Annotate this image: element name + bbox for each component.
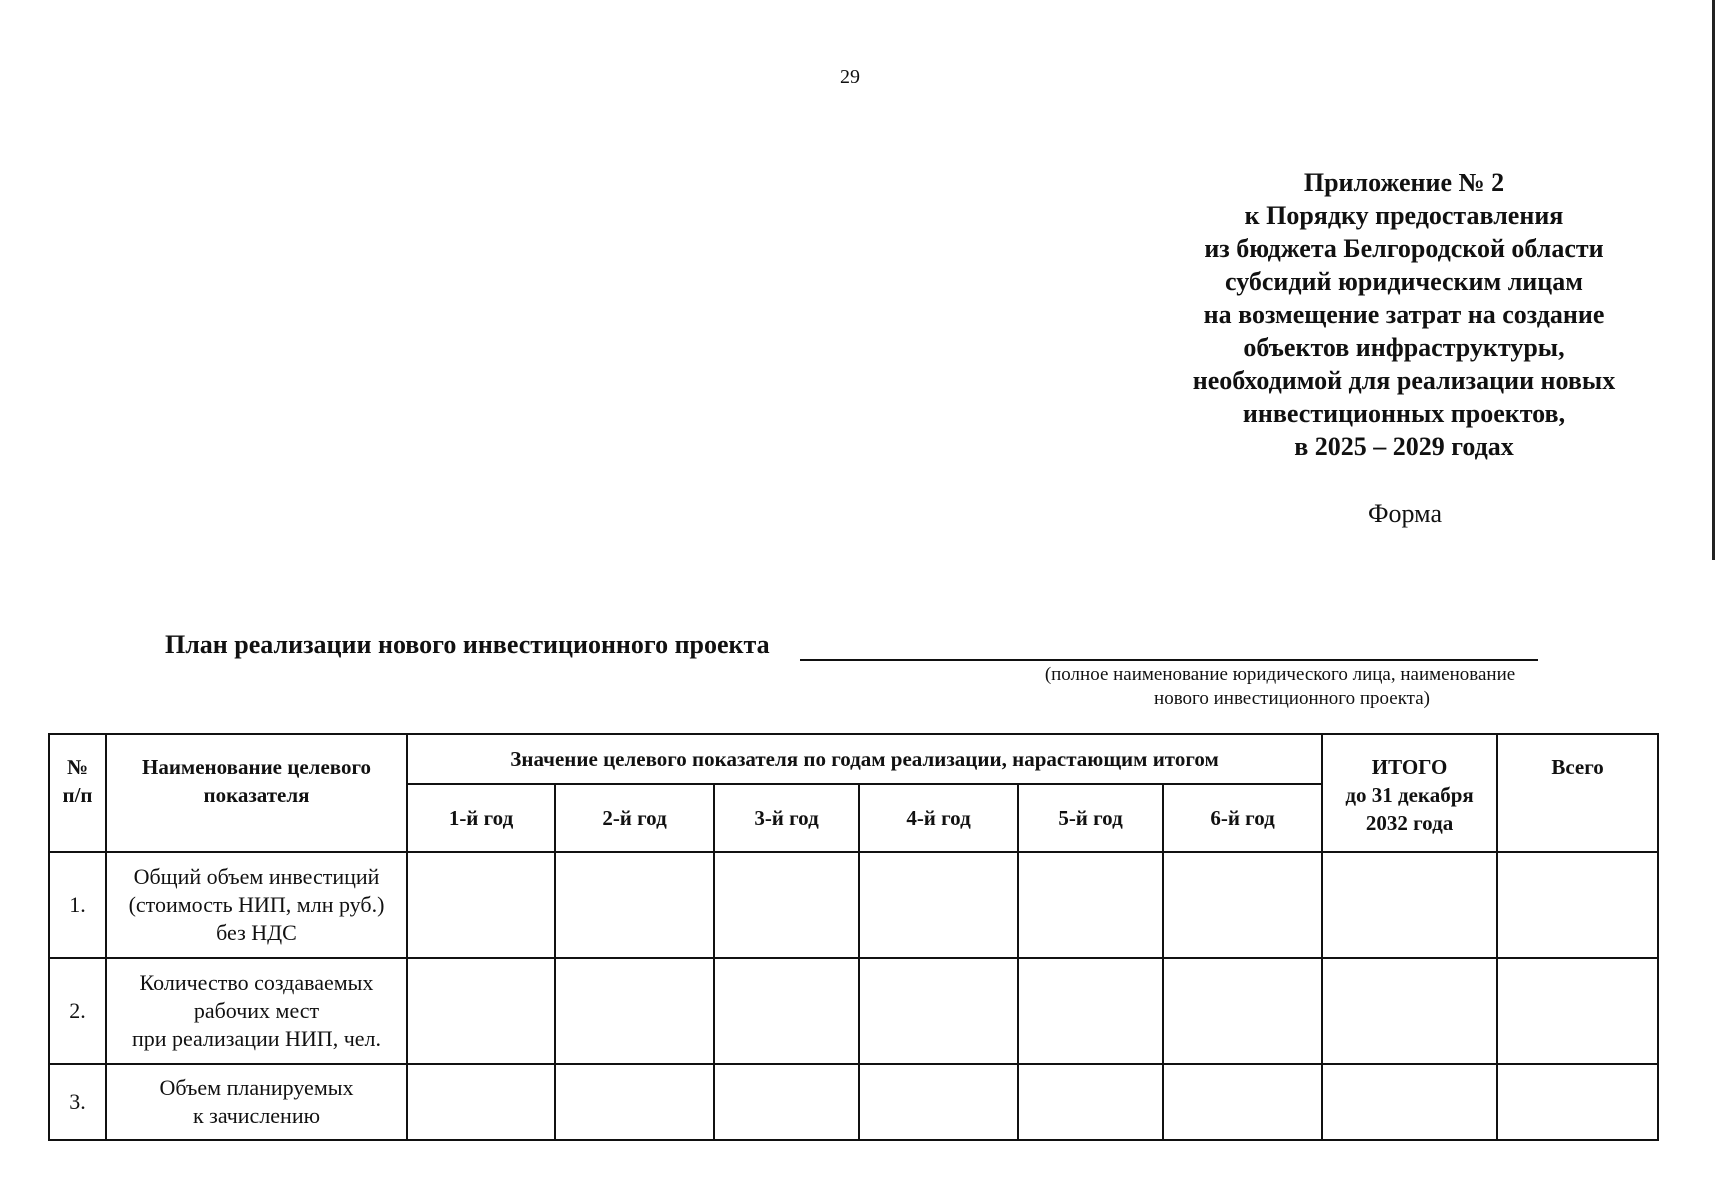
plan-caption-line: нового инвестиционного проекта) — [1154, 688, 1430, 709]
value-cell-year-4[interactable] — [859, 958, 1018, 1064]
row-indicator-line: Количество создаваемых — [139, 970, 374, 995]
row-indicator-name — [106, 1064, 407, 1140]
header-year-4: 4-й год — [859, 784, 1018, 852]
header-number-line: п/п — [62, 783, 93, 807]
form-label: Форма — [1368, 499, 1442, 528]
value-cell-year-2[interactable] — [555, 1064, 714, 1140]
value-cell-year-4[interactable] — [859, 852, 1018, 958]
page-number: 29 — [840, 66, 860, 88]
value-cell-year-3[interactable] — [714, 958, 859, 1064]
row-indicator-line: Объем планируемых — [159, 1075, 354, 1100]
header-indicator-name: Наименование целевого показателя — [106, 734, 407, 852]
header-total-line: 2032 года — [1365, 811, 1454, 835]
table-row — [49, 1064, 1658, 1140]
appendix-line: необходимой для реализации новых — [1192, 366, 1616, 395]
row-indicator-line: к зачислению — [192, 1103, 321, 1128]
appendix-line: инвестиционных проектов, — [1242, 399, 1566, 428]
appendix-line: к Порядку предоставления — [1244, 201, 1564, 230]
appendix-line: объектов инфраструктуры, — [1243, 333, 1565, 362]
value-cell-year-5[interactable] — [1018, 958, 1163, 1064]
row-indicator-line: без НДС — [216, 920, 297, 945]
appendix-line: субсидий юридическим лицам — [1225, 267, 1583, 296]
indicators-table — [48, 733, 1659, 1141]
appendix-header — [1148, 166, 1660, 463]
appendix-line: из бюджета Белгородской области — [1204, 234, 1604, 263]
appendix-line: в 2025 – 2029 годах — [1294, 432, 1514, 461]
header-all: Всего — [1497, 734, 1658, 852]
value-cell-year-1[interactable] — [407, 852, 555, 958]
header-year-1: 1-й год — [407, 784, 555, 852]
row-number: 2. — [49, 958, 106, 1064]
row-indicator-line: (стоимость НИП, млн руб.) — [128, 892, 385, 917]
row-indicator-line: при реализации НИП, чел. — [131, 1026, 382, 1051]
value-cell-year-6[interactable] — [1163, 1064, 1322, 1140]
value-cell-all[interactable] — [1497, 1064, 1658, 1140]
value-cell-all[interactable] — [1497, 958, 1658, 1064]
value-cell-year-1[interactable] — [407, 958, 555, 1064]
appendix-line: Приложение № 2 — [1303, 168, 1505, 197]
header-year-2: 2-й год — [555, 784, 714, 852]
value-cell-all[interactable] — [1497, 852, 1658, 958]
appendix-line: на возмещение затрат на создание — [1203, 300, 1605, 329]
plan-caption — [880, 663, 1680, 711]
header-number-line: № — [66, 755, 89, 779]
header-number — [49, 734, 106, 852]
row-indicator-name — [106, 958, 407, 1064]
value-cell-year-3[interactable] — [714, 1064, 859, 1140]
value-cell-year-2[interactable] — [555, 958, 714, 1064]
plan-title: План реализации нового инвестиционного проекта — [165, 630, 770, 659]
header-total-line: до 31 декабря — [1345, 783, 1474, 807]
row-indicator-name — [106, 852, 407, 958]
value-cell-year-4[interactable] — [859, 1064, 1018, 1140]
table-row — [49, 958, 1658, 1064]
value-cell-total[interactable] — [1322, 1064, 1497, 1140]
plan-caption-line: (полное наименование юридического лица, наименование — [1044, 664, 1516, 685]
header-values-by-year: Значение целевого показателя по годам реализации, нарастающим итогом — [407, 734, 1322, 784]
value-cell-year-5[interactable] — [1018, 852, 1163, 958]
value-cell-year-3[interactable] — [714, 852, 859, 958]
row-number: 1. — [49, 852, 106, 958]
value-cell-year-5[interactable] — [1018, 1064, 1163, 1140]
value-cell-year-6[interactable] — [1163, 852, 1322, 958]
value-cell-year-2[interactable] — [555, 852, 714, 958]
row-indicator-line: Общий объем инвестиций — [133, 864, 380, 889]
value-cell-year-1[interactable] — [407, 1064, 555, 1140]
row-number: 3. — [49, 1064, 106, 1140]
header-year-3: 3-й год — [714, 784, 859, 852]
row-indicator-line: рабочих мест — [193, 998, 320, 1023]
value-cell-year-6[interactable] — [1163, 958, 1322, 1064]
table-row — [49, 852, 1658, 958]
scan-edge-line — [1712, 0, 1715, 560]
header-total — [1322, 734, 1497, 852]
header-total-line: ИТОГО — [1371, 755, 1448, 779]
project-name-blank-line[interactable] — [800, 659, 1538, 661]
value-cell-total[interactable] — [1322, 958, 1497, 1064]
header-year-5: 5-й год — [1018, 784, 1163, 852]
header-year-6: 6-й год — [1163, 784, 1322, 852]
value-cell-total[interactable] — [1322, 852, 1497, 958]
